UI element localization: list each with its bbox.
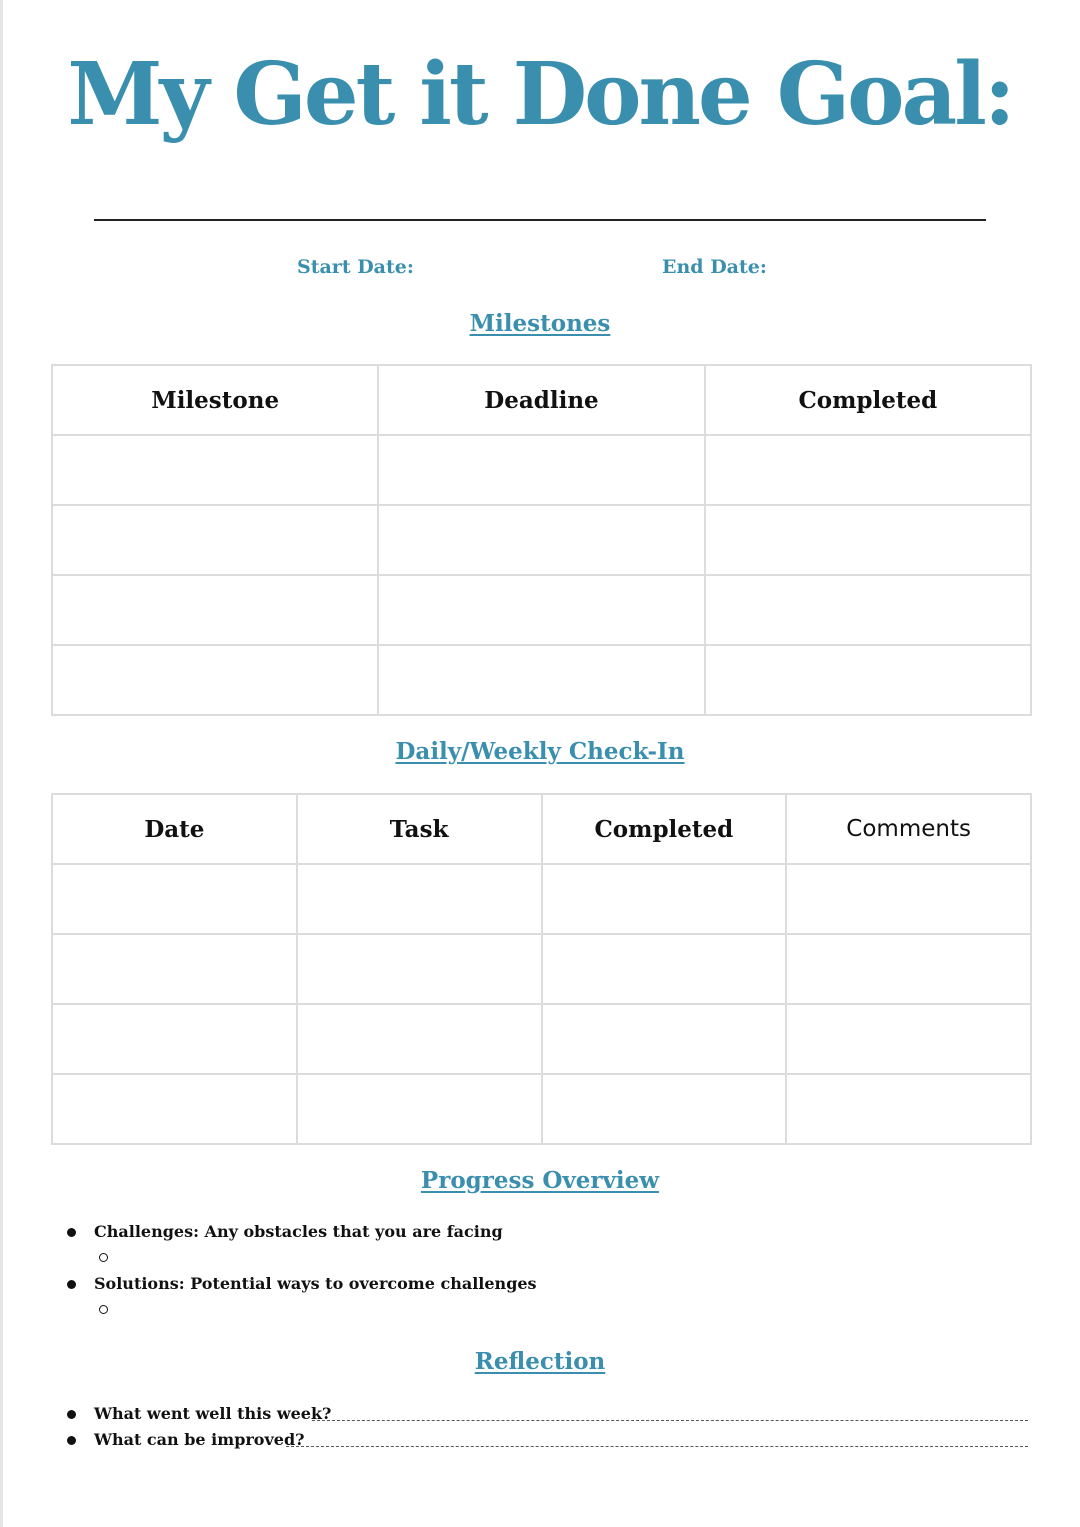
table-row (52, 435, 1031, 505)
bullet-icon (67, 1280, 76, 1289)
reflection-heading: Reflection (474, 1348, 606, 1375)
bullet-icon (67, 1436, 76, 1445)
list-item (62, 1219, 537, 1245)
column-header-date: Date (52, 794, 297, 864)
table-header-row (52, 365, 1031, 435)
challenges-entry[interactable] (62, 1245, 537, 1271)
comments-cell[interactable] (786, 934, 1031, 1004)
milestone-cell[interactable] (52, 435, 378, 505)
reflection-question-well: What went well this week? (94, 1404, 332, 1423)
table-row (52, 645, 1031, 715)
completed-cell[interactable] (705, 435, 1031, 505)
milestone-cell[interactable] (52, 645, 378, 715)
reflection-item (62, 1401, 1032, 1427)
progress-list (62, 1219, 537, 1323)
column-header-completed: Completed (705, 365, 1031, 435)
end-date-label: End Date: (662, 256, 767, 278)
table-row (52, 1004, 1031, 1074)
answer-line[interactable] (286, 1446, 1028, 1447)
date-cell[interactable] (52, 934, 297, 1004)
checkin-table (51, 793, 1032, 1145)
completed-cell[interactable] (542, 934, 787, 1004)
task-cell[interactable] (297, 1004, 542, 1074)
bullet-icon (67, 1410, 76, 1419)
column-header-milestone: Milestone (52, 365, 378, 435)
challenges-label: Challenges: Any obstacles that you are facing (94, 1222, 503, 1241)
sub-bullet-icon (99, 1305, 108, 1314)
date-cell[interactable] (52, 864, 297, 934)
date-cell[interactable] (52, 1074, 297, 1144)
completed-cell[interactable] (705, 575, 1031, 645)
column-header-deadline: Deadline (378, 365, 704, 435)
task-cell[interactable] (297, 1074, 542, 1144)
reflection-question-improved: What can be improved? (94, 1430, 305, 1449)
deadline-cell[interactable] (378, 505, 704, 575)
sub-bullet-icon (99, 1253, 108, 1262)
completed-cell[interactable] (705, 505, 1031, 575)
deadline-cell[interactable] (378, 575, 704, 645)
completed-cell[interactable] (542, 1004, 787, 1074)
deadline-cell[interactable] (378, 645, 704, 715)
solutions-entry[interactable] (62, 1297, 537, 1323)
completed-cell[interactable] (542, 1074, 787, 1144)
solutions-label: Solutions: Potential ways to overcome challenges (94, 1274, 537, 1293)
table-row (52, 1074, 1031, 1144)
page-title: My Get it Done Goal: (67, 44, 1013, 145)
goal-input-line[interactable] (94, 219, 986, 221)
completed-cell[interactable] (705, 645, 1031, 715)
progress-overview-heading: Progress Overview (420, 1167, 660, 1194)
table-row (52, 934, 1031, 1004)
table-row (52, 864, 1031, 934)
column-header-task: Task (297, 794, 542, 864)
milestones-table (51, 364, 1032, 716)
comments-cell[interactable] (786, 1074, 1031, 1144)
answer-line[interactable] (312, 1420, 1028, 1421)
milestone-cell[interactable] (52, 505, 378, 575)
bullet-icon (67, 1228, 76, 1237)
column-header-completed: Completed (542, 794, 787, 864)
comments-cell[interactable] (786, 864, 1031, 934)
milestones-heading: Milestones (469, 310, 611, 337)
comments-cell[interactable] (786, 1004, 1031, 1074)
table-row (52, 575, 1031, 645)
task-cell[interactable] (297, 934, 542, 1004)
column-header-comments: Comments (786, 794, 1031, 864)
table-row (52, 505, 1031, 575)
checkin-heading: Daily/Weekly Check-In (395, 738, 685, 765)
start-date-label: Start Date: (297, 256, 414, 278)
deadline-cell[interactable] (378, 435, 704, 505)
task-cell[interactable] (297, 864, 542, 934)
date-cell[interactable] (52, 1004, 297, 1074)
table-header-row (52, 794, 1031, 864)
completed-cell[interactable] (542, 864, 787, 934)
list-item (62, 1271, 537, 1297)
reflection-item (62, 1427, 1032, 1453)
milestone-cell[interactable] (52, 575, 378, 645)
